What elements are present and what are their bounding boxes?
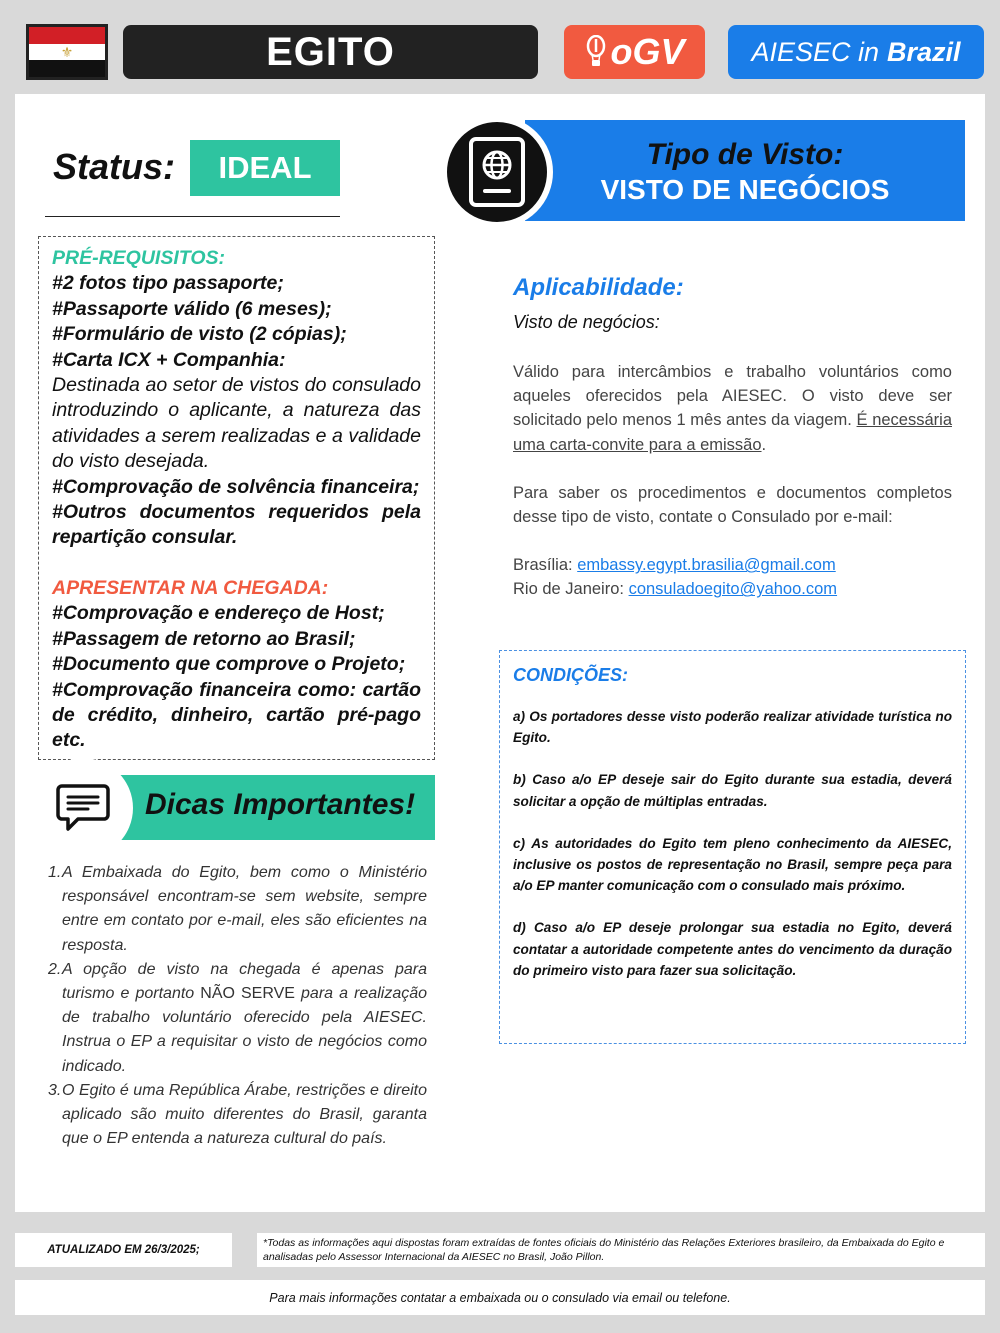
visa-type-label: Tipo de Visto: — [646, 138, 844, 171]
consulate-contact-text: Para saber os procedimentos e documentos completos desse tipo de visto, contate o Consulado por e-mail: — [513, 483, 952, 527]
visa-type-banner — [525, 120, 965, 221]
arrival-item: #Documento que comprove o Projeto; — [52, 653, 406, 676]
tip-item — [45, 1079, 427, 1152]
condition-item: a) Os portadores desse visto poderão realizar atividade turística no Egito. — [513, 709, 952, 746]
aiesec-country: Brazil — [887, 36, 961, 67]
speech-bubble-icon — [56, 783, 110, 833]
applicability-text-end: . — [761, 435, 767, 454]
passport-icon-circle — [441, 116, 553, 228]
egypt-flag-icon — [26, 24, 108, 80]
tip-item — [45, 958, 427, 1079]
rio-label: Rio de Janeiro: — [513, 580, 629, 599]
balloon-icon — [584, 35, 608, 69]
prerequisites-heading: PRÉ-REQUISITOS: — [52, 247, 225, 269]
rio-email-link[interactable]: consuladoegito@yahoo.com — [628, 580, 838, 599]
arrival-heading: APRESENTAR NA CHEGADA: — [52, 576, 329, 599]
status-label: Status: — [53, 146, 176, 187]
consulate-emails — [513, 553, 952, 601]
tip-text: A Embaixada do Egito, bem como o Ministério responsável encontram-se sem website, sempre entre em contato por e-mail, eles são eficientes na resposta. — [62, 864, 427, 954]
prereq-item: #Comprovação de solvência financeira; — [52, 475, 420, 498]
tips-icon-circle — [33, 758, 133, 858]
tip-number: 1. — [48, 864, 62, 881]
tip-number: 3. — [48, 1081, 62, 1099]
contact-note: Para mais informações contatar a embaixada ou o consulado via email ou telefone. — [15, 1280, 985, 1315]
conditions-heading: CONDIÇÕES: — [513, 665, 629, 685]
conditions-box — [499, 650, 966, 1044]
ogv-badge — [564, 25, 705, 79]
tip-text: para a realização de trabalho voluntário oferecido pela AIESEC. Instrua o EP a requisitar o visto de negócios como indicado. — [62, 985, 428, 1075]
prereq-item: #Carta ICX + Companhia: — [52, 348, 286, 371]
brasilia-label: Brasília: — [513, 556, 578, 575]
applicability-text — [513, 360, 952, 457]
arrival-item: #Passagem de retorno ao Brasil; — [52, 627, 356, 650]
prereq-item: #Formulário de visto (2 cópias); — [52, 323, 347, 346]
applicability-heading: Aplicabilidade: — [513, 274, 684, 301]
tip-emphasis: NÃO SERVE — [200, 985, 295, 1003]
arrival-item: #Comprovação financeira como: cartão de crédito, dinheiro, cartão pré-pago etc. — [52, 678, 421, 752]
tip-item — [45, 861, 427, 958]
condition-item: b) Caso a/o EP deseje sair do Egito durante sua estadia, deverá solicitar a opção de múltiplas entradas. — [513, 772, 952, 809]
disclaimer-note: *Todas as informações aqui dispostas foram extraídas de fontes oficiais do Ministério das Relações Exteriores brasileiro, da Embaixada do Egito e analisadas pelo Assessor Internacional da AIESEC no Brasil, João Pillon. — [257, 1233, 985, 1267]
tips-banner — [100, 775, 435, 840]
country-title: EGITO — [123, 25, 538, 79]
flag-red-stripe — [29, 27, 105, 44]
letter-description: Destinada ao setor de vistos do consulado introduzindo o aplicante, a natureza das atividades a serem realizadas e a validade do visto desejada. — [52, 374, 421, 473]
condition-item: d) Caso a/o EP deseje prolongar sua estadia no Egito, deverá contatar a autoridade competente antes do vencimento da duração do primeiro visto para fazer sua solicitação. — [513, 920, 952, 978]
flag-white-stripe — [29, 44, 105, 61]
tip-text: O Egito é uma República Árabe, restrições e direito aplicado são muito diferentes do Brasil, garanta que o EP entenda a natureza cultural do país. — [62, 1081, 427, 1148]
aiesec-prefix: AIESEC in — [751, 36, 880, 67]
visa-type-value: VISTO DE NEGÓCIOS — [600, 174, 890, 205]
tip-number: 2. — [48, 960, 62, 978]
tips-list — [45, 861, 427, 1151]
status-divider — [45, 216, 340, 217]
brasilia-email-link[interactable]: embassy.egypt.brasilia@gmail.com — [577, 556, 836, 575]
status-badge: IDEAL — [190, 140, 340, 196]
aiesec-badge — [728, 25, 984, 79]
applicability-subheading: Visto de negócios: — [513, 312, 660, 332]
applicability-section — [513, 274, 952, 602]
arrival-item: #Comprovação e endereço de Host; — [52, 602, 385, 625]
main-sheet — [15, 94, 985, 1212]
prereq-item: #Passaporte válido (6 meses); — [52, 297, 332, 320]
passport-icon — [469, 137, 525, 207]
flag-black-stripe — [29, 60, 105, 77]
prerequisites-box — [38, 236, 435, 760]
tips-heading: Dicas Importantes! — [145, 788, 416, 821]
prereq-item: #2 fotos tipo passaporte; — [52, 272, 284, 295]
invitation-letter-note: É necessária uma carta-convite para a emissão — [513, 411, 952, 454]
tip-text: A opção de visto na chegada é apenas para turismo e portanto — [62, 960, 427, 1003]
eagle-emblem-icon: ⚜ — [60, 43, 74, 60]
ogv-label: oGV — [610, 31, 685, 72]
prereq-item: #Outros documentos requeridos pela repartição consular. — [52, 501, 421, 549]
condition-item: c) As autoridades do Egito tem pleno conhecimento da AIESEC, inclusive os postos de representação no Brasil, sempre peça para a/o EP manter comunicação com o consulado mais próximo. — [513, 835, 952, 894]
updated-date: ATUALIZADO EM 26/3/2025; — [15, 1233, 232, 1267]
applicability-text-body: Válido para intercâmbios e trabalho voluntários como aqueles oferecidos pela AIESEC. O visto deve ser solicitado pelo menos 1 mês antes da viagem. — [513, 363, 952, 430]
